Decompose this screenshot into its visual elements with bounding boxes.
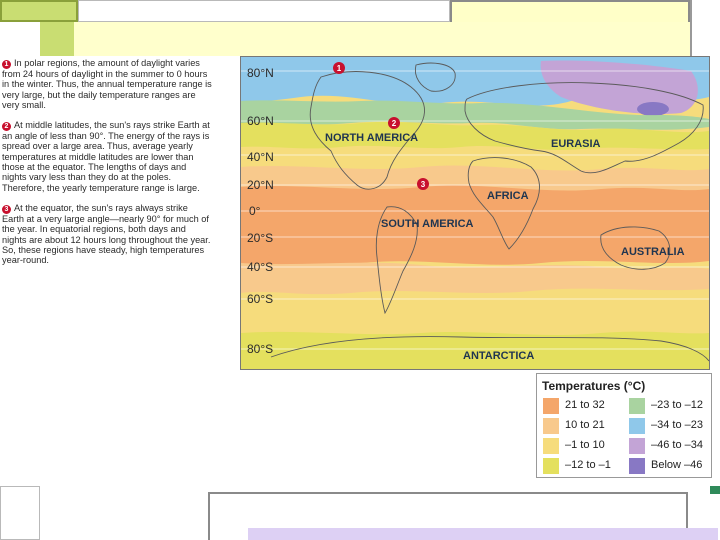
lat-label-20n: 20°N — [247, 178, 274, 192]
legend-swatch-2 — [543, 418, 559, 434]
legend-label-8: Below –46 — [651, 459, 703, 471]
continent-label-australia: AUSTRALIA — [621, 246, 685, 258]
legend-label-2: 10 to 21 — [565, 419, 605, 431]
note-2 — [2, 120, 212, 193]
legend-label-6: –34 to –23 — [651, 419, 703, 431]
lat-label-20s: 20°S — [247, 231, 274, 245]
marker-2-label: 2 — [391, 119, 397, 128]
marker-3-label: 3 — [420, 180, 426, 189]
note-number-1: 1 — [2, 60, 11, 69]
continent-label-south-america: SOUTH AMERICA — [381, 218, 474, 230]
note-text-1: In polar regions, the amount of daylight varies from 24 hours of daylight in the summer to 0 hours in the winter. Thus, the annual temperature range is very large, but the daily temperature ranges are very small. — [2, 58, 212, 110]
legend-swatch-7 — [629, 438, 645, 454]
legend-swatch-5 — [629, 398, 645, 414]
note-3 — [2, 203, 212, 265]
lat-label-80n: 80°N — [247, 66, 274, 80]
legend-label-3: –1 to 10 — [565, 439, 605, 451]
continent-label-antarctica: ANTARCTICA — [463, 350, 535, 362]
slide-frame-band — [40, 22, 690, 56]
note-number-2: 2 — [2, 122, 11, 131]
note-number-3: 3 — [2, 205, 11, 214]
continent-label-africa: AFRICA — [487, 190, 529, 202]
slide-frame-bottom-purple — [248, 528, 718, 540]
continent-label-eurasia: EURASIA — [551, 138, 601, 150]
explanation-notes — [0, 58, 212, 275]
legend-label-5: –23 to –12 — [651, 399, 703, 411]
slide-frame-block-grey — [78, 0, 450, 22]
legend-swatch-1 — [543, 398, 559, 414]
legend-label-7: –46 to –34 — [651, 439, 703, 451]
note-text-2: At middle latitudes, the sun's rays strike Earth at an angle of less than 90°. The energy of the rays is spread over a large area. Thus, average yearly temperatures at middle latitudes are lower than those at the equator. The lengths of days and nights vary less than they do at the poles. Therefore, the yearly temperature range is large. — [2, 120, 210, 193]
temperature-legend — [536, 373, 712, 478]
slide-frame-bottom-green — [710, 486, 720, 494]
map-svg — [241, 57, 709, 369]
marker-1-label: 1 — [336, 64, 342, 73]
slide-frame-right-line — [690, 0, 692, 56]
marker-1 — [333, 62, 345, 74]
legend-swatch-6 — [629, 418, 645, 434]
legend-label-1: 21 to 32 — [565, 399, 605, 411]
legend-label-4: –12 to –1 — [565, 459, 611, 471]
lat-label-40s: 40°S — [247, 260, 274, 274]
lat-label-80s: 80°S — [247, 342, 274, 356]
slide-frame-block-left — [0, 0, 78, 22]
legend-title: Temperatures (°C) — [542, 379, 646, 393]
world-temperature-map — [240, 56, 710, 370]
note-text-3: At the equator, the sun's rays always strike Earth at a very large angle—nearly 90° for much of the year. In equatorial regions, both days and nights are about 12 hours long throughout the year. So, these regions have steady, high temperatures year-round. — [2, 202, 211, 266]
slide-frame-small-green — [40, 22, 74, 56]
slide-frame-bottom-left — [0, 486, 40, 540]
legend-swatch-8 — [629, 458, 645, 474]
marker-2 — [388, 117, 400, 129]
marker-3 — [417, 178, 429, 190]
continent-label-north-america: NORTH AMERICA — [325, 132, 419, 144]
lat-label-40n: 40°N — [247, 150, 274, 164]
lat-label-equator: 0° — [249, 204, 261, 218]
note-1 — [2, 58, 212, 110]
lat-label-60n: 60°N — [247, 114, 274, 128]
legend-swatch-4 — [543, 458, 559, 474]
legend-swatch-3 — [543, 438, 559, 454]
lat-label-60s: 60°S — [247, 292, 274, 306]
band-siberia-coldest — [637, 102, 669, 116]
